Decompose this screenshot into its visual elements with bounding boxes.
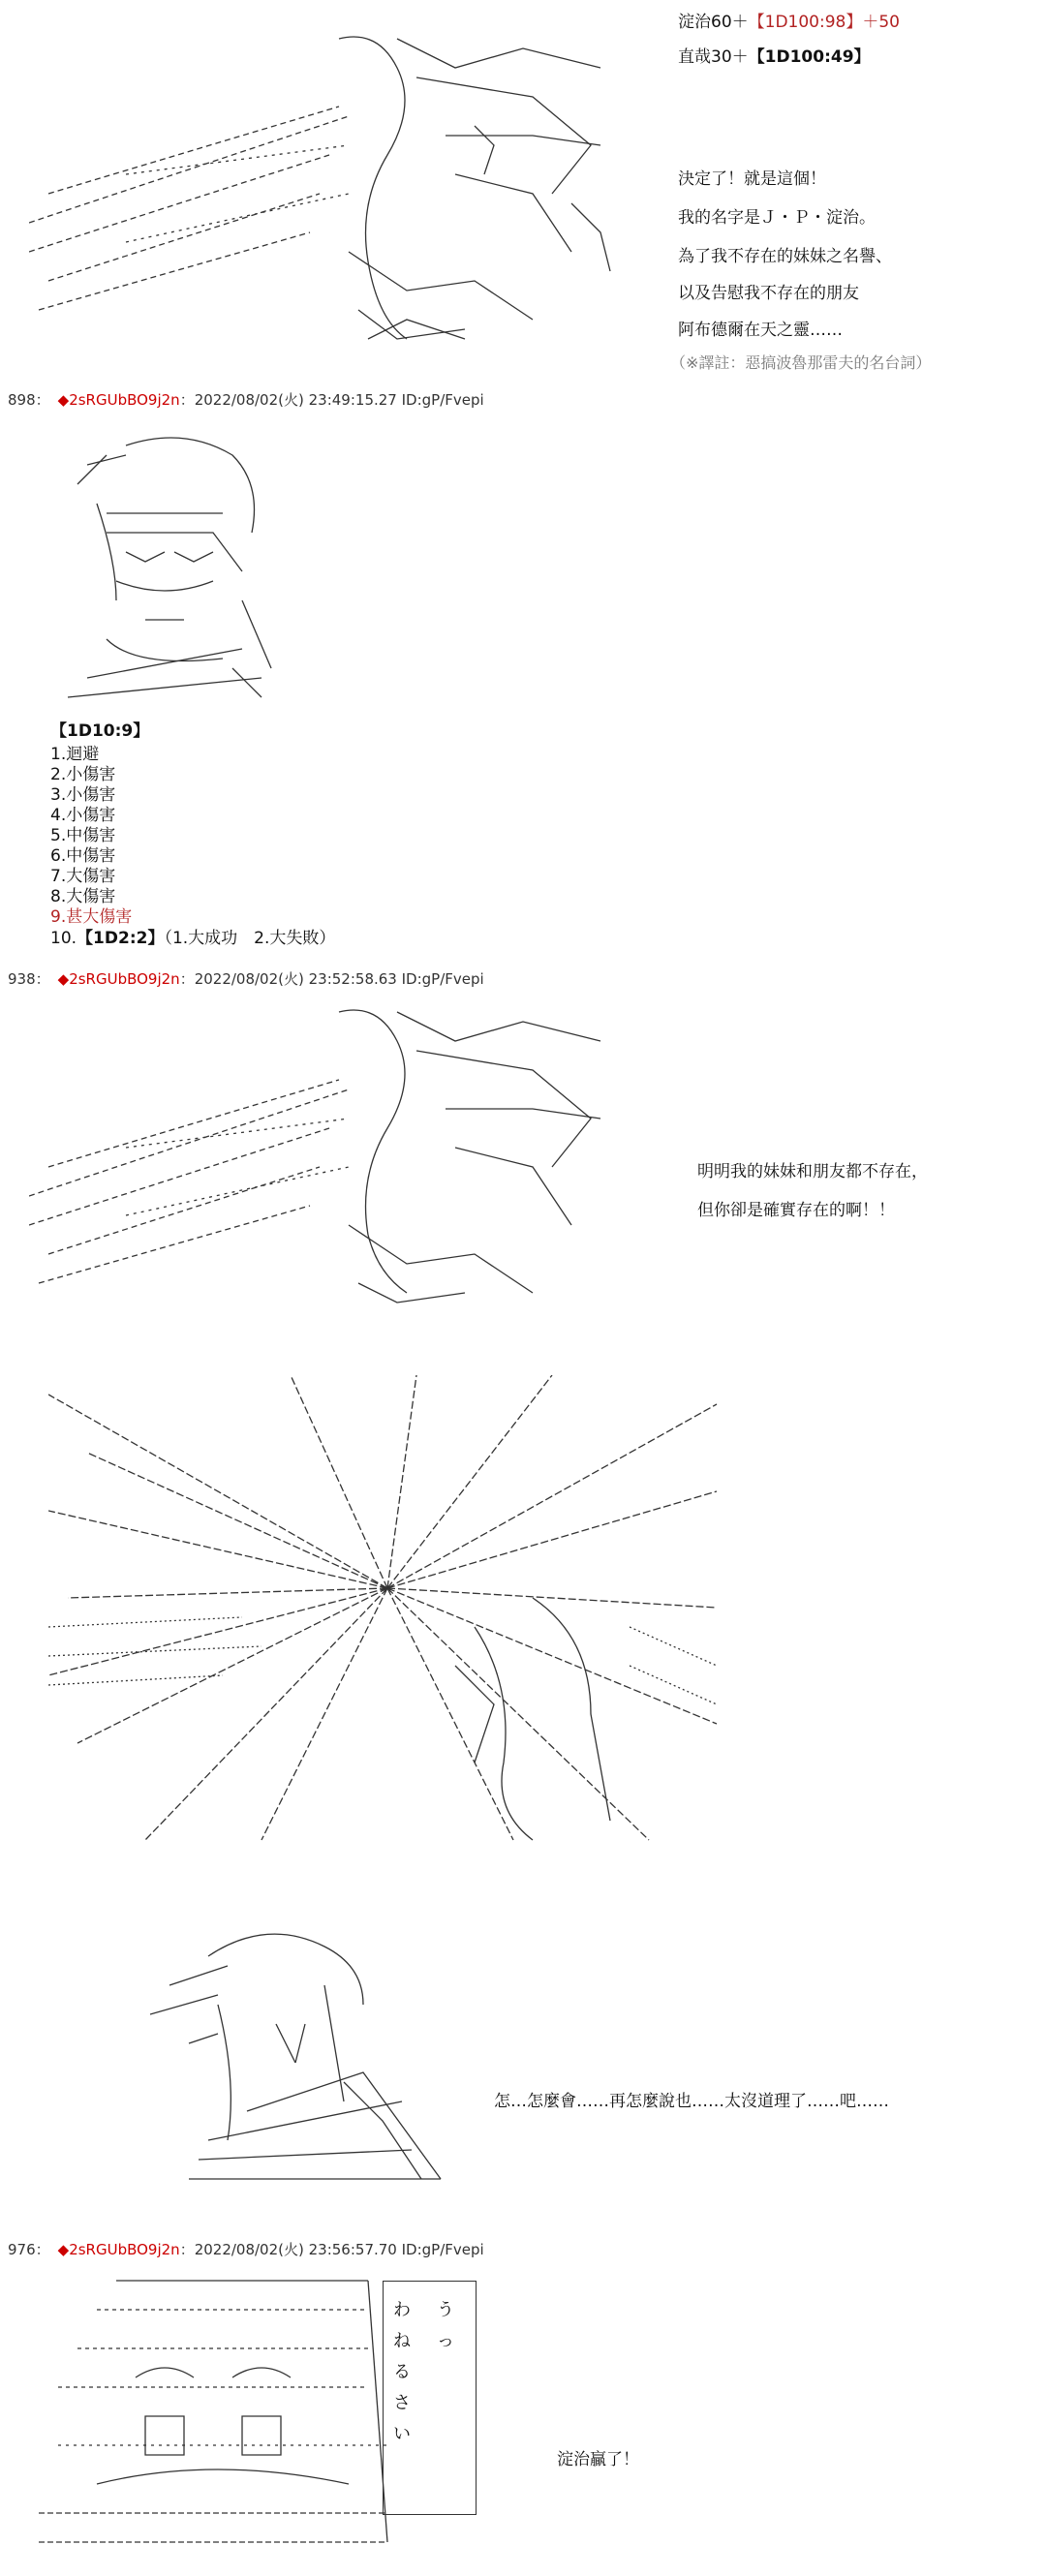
ascii-art-character-2 (29, 993, 649, 1312)
sfx-char: さ (393, 2393, 411, 2413)
sfx-char: わ (393, 2300, 411, 2320)
post-meta: ：2022/08/02(火) 23:52:58.63 ID:gP/Fvepi (179, 970, 484, 988)
tripcode: 2sRGUbBO9j2n (69, 2241, 180, 2258)
trip-diamond-icon: ◆ (57, 391, 70, 409)
roll-line-2 (678, 43, 871, 67)
sfx-column-2 (431, 2295, 460, 2357)
dialogue-line-4: 以及告慰我不存在的朋友 (678, 284, 859, 303)
tripcode: 2sRGUbBO9j2n (69, 391, 180, 409)
list-item: 3.小傷害 (50, 785, 116, 805)
list-item: 1.迴避 (50, 745, 100, 764)
post-header-898 (8, 389, 484, 410)
list-item: 4.小傷害 (50, 806, 116, 825)
item-suffix: （1.大成功 2.大失敗） (164, 929, 336, 948)
sfx-char: る (393, 2362, 411, 2382)
sfx-char: い (393, 2424, 411, 2444)
list-item: 5.中傷害 (50, 826, 116, 845)
sfx-char: う (437, 2300, 454, 2320)
roll-label: 淀治60＋ (678, 13, 749, 32)
post-meta: ：2022/08/02(火) 23:56:57.70 ID:gP/Fvepi (179, 2241, 484, 2258)
roll-bonus: ＋50 (862, 13, 900, 32)
sfx-char: ね (393, 2331, 411, 2351)
sfx-char: っ (437, 2331, 454, 2351)
ascii-art-character-1 (29, 19, 649, 368)
item-roll: 【1D2:2】 (77, 929, 165, 948)
dialogue-line-7: 但你卻是確實存在的啊！！ (697, 1201, 895, 1220)
roll-label: 直哉30＋ (678, 47, 749, 67)
ascii-art-boy-portrait (48, 426, 300, 707)
list-item: 2.小傷害 (50, 765, 116, 784)
sfx-column-1 (387, 2295, 416, 2450)
ascii-art-slumped-character (150, 1917, 470, 2198)
list-item: 8.大傷害 (50, 887, 116, 906)
list-item-highlight: 9.甚大傷害 (50, 907, 133, 927)
trip-diamond-icon: ◆ (57, 970, 70, 988)
table-header: 【1D10:9】 (50, 721, 150, 741)
post-number: 976： (8, 2241, 50, 2258)
dialogue-line-8: 怎…怎麼會……再怎麼說也……太沒道理了……吧…… (494, 2092, 889, 2111)
roll-result: 【1D100:49】 (748, 47, 871, 67)
post-number: 938： (8, 970, 50, 988)
dialogue-line-2: 我的名字是Ｊ・Ｐ・淀治。 (678, 208, 876, 228)
roll-line-1 (678, 8, 900, 32)
tripcode: 2sRGUbBO9j2n (69, 970, 180, 988)
post-header-938 (8, 968, 484, 989)
list-item: 7.大傷害 (50, 867, 116, 886)
dialogue-line-3: 為了我不存在的妹妹之名譽、 (678, 247, 892, 266)
list-item: 6.中傷害 (50, 846, 116, 866)
dialogue-line-1: 決定了！就是這個！ (678, 169, 826, 189)
dialogue-line-6: 明明我的妹妹和朋友都不存在， (697, 1162, 928, 1181)
ascii-art-shouting-face (39, 2271, 397, 2561)
post-header-976 (8, 2239, 484, 2259)
dialogue-line-9: 淀治贏了！ (557, 2450, 639, 2469)
ascii-art-explosion (48, 1375, 726, 1859)
trip-diamond-icon: ◆ (57, 2241, 70, 2258)
dialogue-line-5: 阿布德爾在天之靈…… (678, 321, 843, 340)
translator-note: （※譯註：惡搞波魯那雷夫的名台詞） (670, 353, 932, 372)
post-meta: ：2022/08/02(火) 23:49:15.27 ID:gP/Fvepi (179, 391, 484, 409)
item-prefix: 10. (50, 929, 77, 948)
post-number: 898： (8, 391, 50, 409)
roll-result: 【1D100:98】 (748, 13, 863, 32)
list-item-last (50, 924, 335, 948)
